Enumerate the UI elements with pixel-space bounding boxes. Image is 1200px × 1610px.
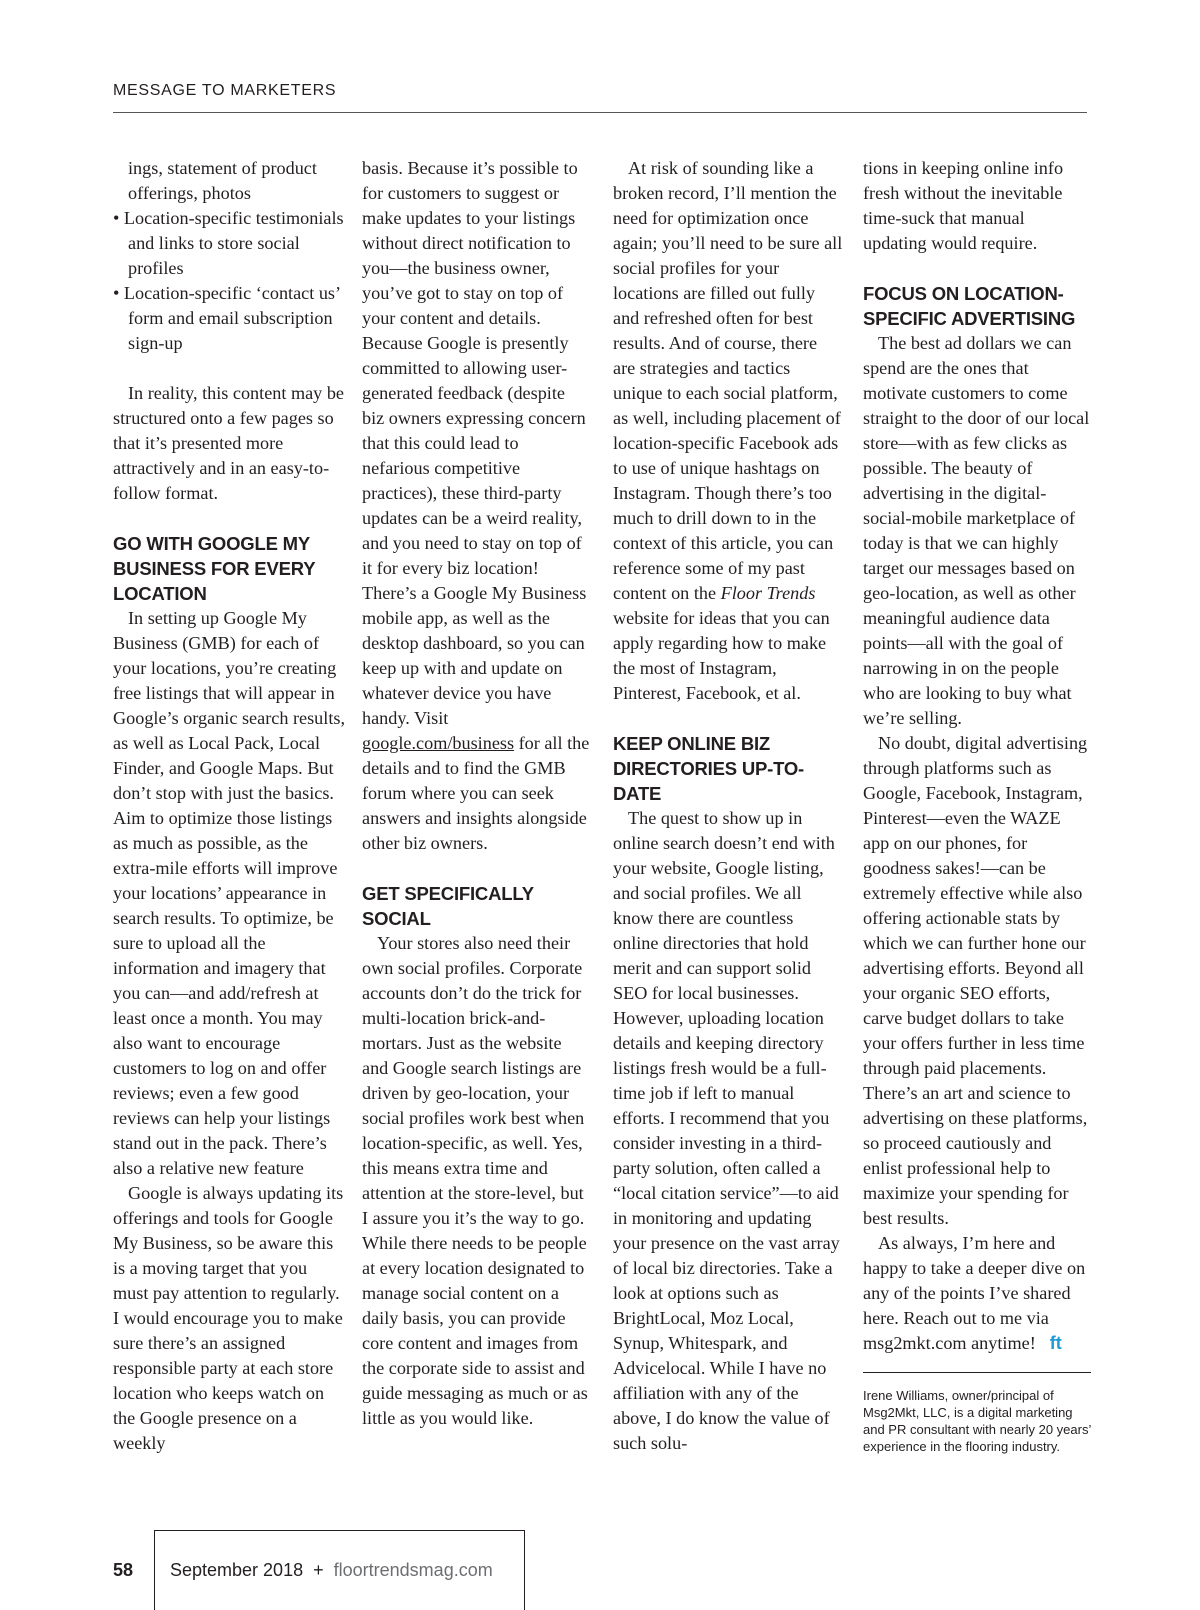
paragraph: As always, I’m here and happy to take a deeper dive on any of the points I’ve shared here. Reach out to me via msg2mkt.com anytime! ft xyxy=(863,1233,1086,1353)
paragraph: tions in keeping online info fresh without the inevitable time-suck that manual updating would require. xyxy=(863,158,1064,253)
issue-date: September 2018 xyxy=(170,1560,304,1580)
article-column-2 xyxy=(362,156,590,1431)
section-title: MESSAGE TO MARKETERS xyxy=(113,82,337,99)
page-number: 58 xyxy=(113,1560,134,1580)
paragraph: In reality, this content may be structured onto a few pages so that it’s presented more attractively and in an easy-to-follow format. xyxy=(113,383,344,503)
section-heading: KEEP ONLINE BIZ DIRECTORIES UP-TO-DATE xyxy=(613,733,805,804)
article-column-4 xyxy=(863,156,1091,1455)
footer-divider xyxy=(154,1530,524,1531)
bullet-item: • Location-specific testimonials and links to store social profiles xyxy=(113,208,344,278)
paragraph: The quest to show up in online search doesn’t end with your website, Google listing, and social profiles. We all know there are countless online directories that hold merit and can support solid SEO for local businesses. However, uploading location details and keeping directory listings fresh would be a full-time job if left to manual efforts. I recommend that you consider investing in a third-party solution, often called a “local citation service”—to aid in monitoring and updating your presence on the vast array of local biz directories. Take a look at options such as BrightLocal, Moz Local, Synup, Whitespark, and Advicelocal. While I have no affiliation with any of the above, I do know the value of such solu- xyxy=(613,808,840,1453)
section-header xyxy=(113,82,1087,113)
paragraph: Your stores also need their own social profiles. Corporate accounts don’t do the trick for multi-location brick-and-mortars. Just as the website and Google search listings are driven by geo-location, your social profiles work best when location-specific, as well. Yes, this means extra time and attention at the store-level, but I assure you it’s the way to go. While there needs to be people at every location designated to manage social content on a daily basis, you can provide core content and images from the corporate side to assist and guide messaging as much or as little as you would like. xyxy=(362,933,588,1428)
footer-separator: + xyxy=(313,1560,324,1580)
divider xyxy=(863,1372,1091,1373)
footer-divider xyxy=(524,1530,525,1610)
paragraph: In setting up Google My Business (GMB) for each of your locations, you’re creating free listings that will appear in Google’s organic search results, as well as Local Pack, Local Finder, and Google Maps. But don’t stop with just the basics. Aim to optimize those listings as much as possible, as the extra-mile efforts will improve your locations’ appearance in search results. To optimize, be sure to upload all the information and imagery that you can—and add/refresh at least once a month. You may also want to encourage customers to log on and offer reviews; even a few good reviews can help your listings stand out in the pack. There’s also a relative new feature xyxy=(113,608,345,1178)
bullet-item: • Location-specific ‘contact us’ form and email subscription sign-up xyxy=(113,283,340,353)
publication-name: Floor Trends xyxy=(720,583,816,603)
section-heading: GO WITH GOOGLE MY BUSINESS FOR EVERY LOCATION xyxy=(113,533,316,604)
paragraph: Google is always updating its offerings and tools for Google My Business, so be aware this is a moving target that you must pay attention to regularly. I would encourage you to make sure there’s an assigned responsible party at each store location who keeps watch on the Google presence on a weekly xyxy=(113,1183,344,1453)
section-heading: GET SPECIFICALLY SOCIAL xyxy=(362,883,534,929)
floor-trends-logo-icon: ft xyxy=(1049,1333,1062,1353)
paragraph: At risk of sounding like a broken record, I’ll mention the need for optimization once again; you’ll need to be sure all social profiles for your locations are filled out fully and refreshed often for best results. And of course, there are strategies and tactics unique to each social platform, as well, including placement of location-specific Facebook ads to use of unique hashtags on Instagram. Though there’s too much to drill down to in the context of this article, you can reference some of my past content on the Floor Trends website for ideas that you can apply regarding how to make the most of Instagram, Pinterest, Facebook, et al. xyxy=(613,158,843,703)
paragraph: The best ad dollars we can spend are the ones that motivate customers to come straight to the door of our local store—with as few clicks as possible. The beauty of advertising in the digital-social-mobile marketplace of today is that we can highly target our messages based on geo-location, as well as other meaningful audience data points—all with the goal of narrowing in on the people who are looking to buy what we’re selling. xyxy=(863,333,1090,728)
paragraph: basis. Because it’s possible to for customers to suggest or make updates to your listings without direct notification to you—the business owner, you’ve got to stay on top of your content and details. Because Google is presently committed to allowing user-generated feedback (despite biz owners expressing concern that this could lead to nefarious competitive practices), these third-party updates can be a weird reality, and you need to stay on top of it for every biz location! There’s a Google My Business mobile app, as well as the desktop dashboard, so you can keep up with and update on whatever device you have handy. Visit google.com/business for all the details and to find the GMB forum where you can seek answers and insights alongside other biz owners. xyxy=(362,158,590,853)
article-column-1 xyxy=(113,156,345,1456)
footer-divider xyxy=(154,1530,155,1610)
website-link[interactable]: floortrendsmag.com xyxy=(333,1560,493,1580)
gmb-link[interactable]: google.com/business xyxy=(362,733,515,753)
list-continuation: ings, statement of product offerings, photos xyxy=(128,158,317,203)
footer-issue xyxy=(170,1560,493,1581)
author-bio: Irene Williams, owner/principal of Msg2Mkt, LLC, is a digital marketing and PR consultant with nearly 20 years’ experience in the flooring industry. xyxy=(863,1388,1091,1454)
article-column-3 xyxy=(613,156,843,1456)
paragraph: No doubt, digital advertising through platforms such as Google, Facebook, Instagram, Pinterest—even the WAZE app on our phones, for goodness sakes!—can be extremely effective while also offering actionable stats by which we can further hone our advertising efforts. Beyond all your organic SEO efforts, carve budget dollars to take your offers further in less time through paid placements. There’s an art and science to advertising on these platforms, so proceed cautiously and enlist professional help to maximize your spending for best results. xyxy=(863,733,1088,1228)
section-heading: FOCUS ON LOCATION-SPECIFIC ADVERTISING xyxy=(863,283,1076,329)
